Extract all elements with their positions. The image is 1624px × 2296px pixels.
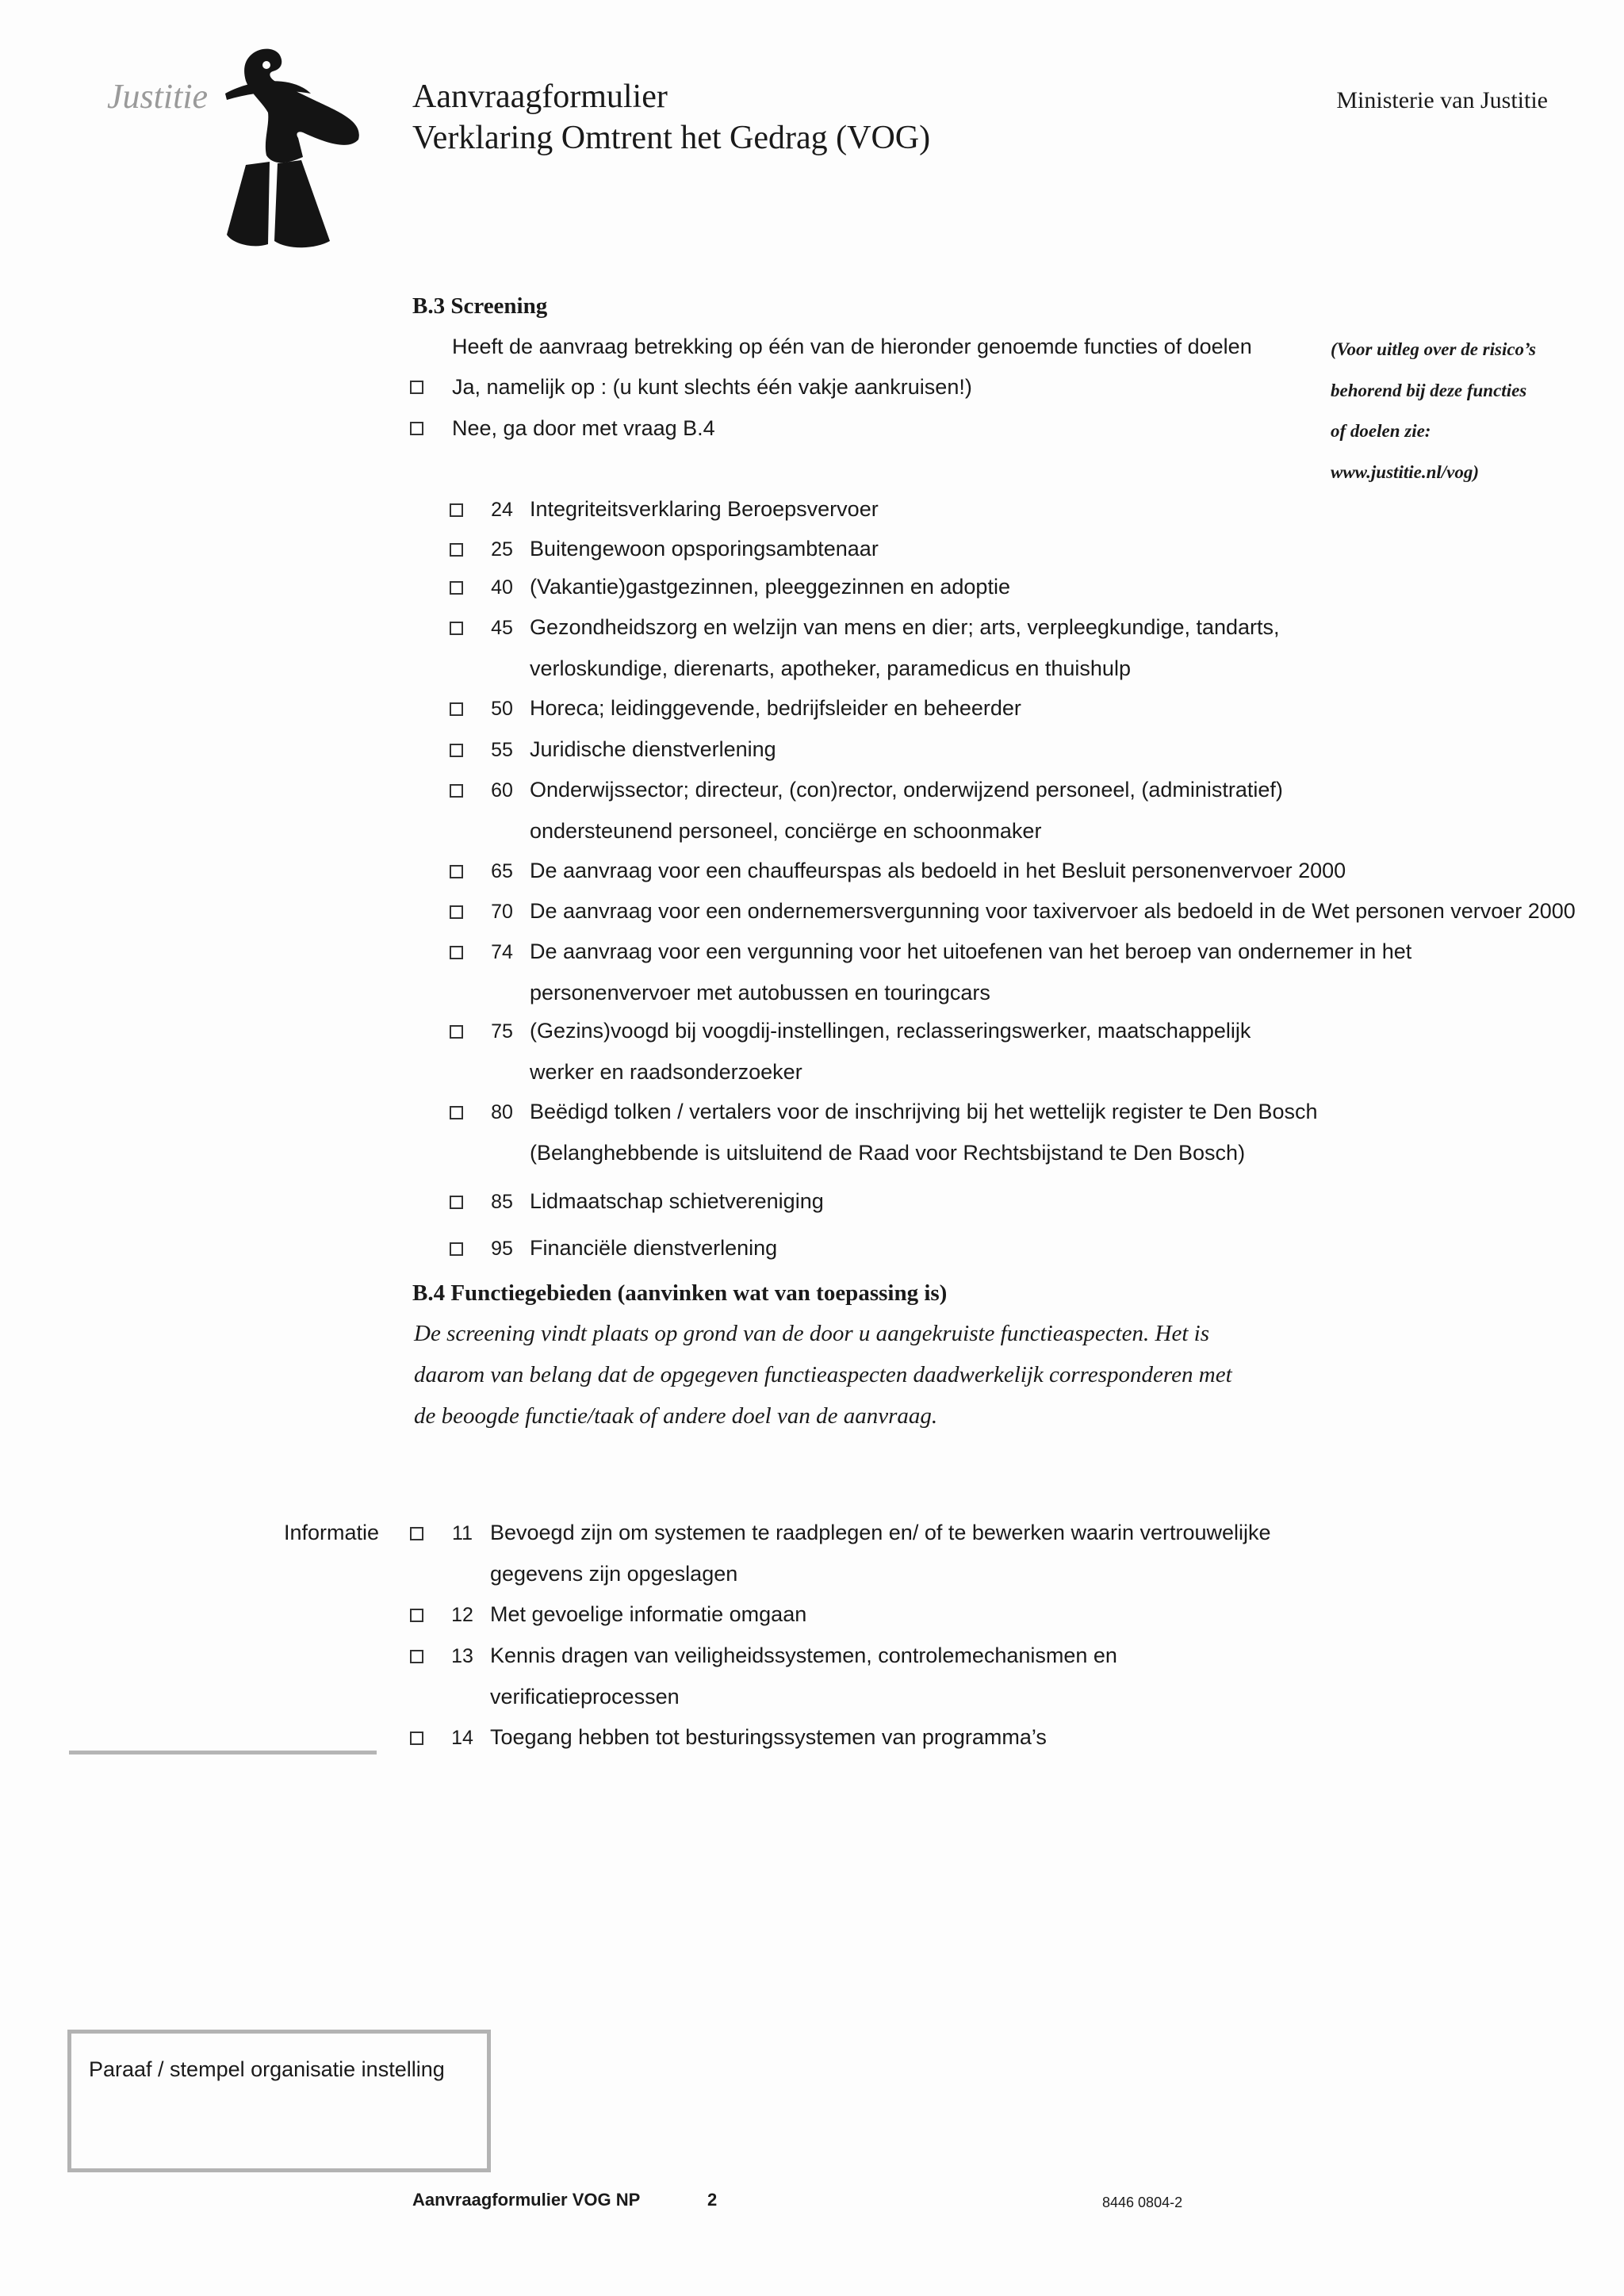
item-label: De aanvraag voor een chauffeurspas als bedoeld in het Besluit personenvervoer 2000 — [530, 859, 1346, 882]
item-number: 12 — [451, 1604, 473, 1626]
item-checkbox[interactable] — [410, 1732, 423, 1745]
side-note-line: behorend bij deze functies — [1331, 381, 1527, 400]
item-number: 75 — [491, 1020, 513, 1043]
item-number: 65 — [491, 860, 513, 882]
b4-intro-line: daarom van belang dat de opgegeven functieaspecten daadwerkelijk corresponderen met — [414, 1362, 1232, 1387]
item-number: 74 — [491, 941, 513, 963]
item-label: Gezondheidszorg en welzijn van mens en dier; arts, verpleegkundige, tandarts, — [530, 615, 1280, 639]
item-checkbox[interactable] — [450, 784, 463, 798]
item-label: ondersteunend personeel, conciërge en schoonmaker — [530, 819, 1042, 843]
item-label: Horeca; leidinggevende, bedrijfsleider en beheerder — [530, 696, 1021, 720]
stamp-label: Paraaf / stempel organisatie instelling — [89, 2057, 445, 2081]
item-label: Lidmaatschap schietvereniging — [530, 1189, 824, 1213]
option-no-label: Nee, ga door met vraag B.4 — [452, 416, 715, 440]
section-b3-heading: B.3 Screening — [412, 293, 548, 319]
side-note-line: of doelen zie: — [1331, 421, 1431, 441]
item-checkbox[interactable] — [450, 1196, 463, 1209]
item-label: verificatieprocessen — [490, 1685, 680, 1709]
item-label: Financiële dienstverlening — [530, 1236, 778, 1260]
item-checkbox[interactable] — [450, 1106, 463, 1119]
item-number: 40 — [491, 576, 513, 599]
item-number: 11 — [452, 1522, 473, 1544]
item-checkbox[interactable] — [450, 744, 463, 757]
option-yes-label: Ja, namelijk op : (u kunt slechts één vakje aankruisen!) — [452, 375, 972, 399]
side-note-line: www.justitie.nl/vog) — [1331, 462, 1480, 482]
item-number: 85 — [491, 1191, 513, 1213]
item-label: (Gezins)voogd bij voogdij-instellingen, reclasseringswerker, maatschappelijk — [530, 1019, 1251, 1043]
form-subtitle: Verklaring Omtrent het Gedrag (VOG) — [412, 120, 931, 156]
item-number: 14 — [451, 1727, 473, 1749]
b3-question: Heeft de aanvraag betrekking op één van de hieronder genoemde functies of doelen — [452, 335, 1252, 358]
side-note-line: (Voor uitleg over de risico’s — [1331, 339, 1536, 359]
item-label: Onderwijssector; directeur, (con)rector, onderwijzend personeel, (administratief) — [530, 778, 1283, 802]
item-checkbox[interactable] — [450, 946, 463, 959]
item-label: (Belanghebbende is uitsluitend de Raad voor Rechtsbijstand te Den Bosch) — [530, 1141, 1246, 1165]
item-checkbox[interactable] — [450, 865, 463, 878]
item-number: 24 — [491, 499, 513, 521]
brand-wordmark: Justitie — [107, 77, 209, 116]
item-label: Bevoegd zijn om systemen te raadplegen en/ of te bewerken waarin vertrouwelijke — [490, 1521, 1271, 1544]
item-label: Juridische dienstverlening — [530, 737, 776, 761]
b4-intro-line: De screening vindt plaats op grond van de door u aangekruiste functieaspecten. Het is — [414, 1321, 1209, 1346]
item-label: Kennis dragen van veiligheidssystemen, controlemechanismen en — [490, 1644, 1117, 1667]
item-number: 70 — [491, 901, 513, 923]
item-number: 55 — [491, 739, 513, 761]
item-label: Toegang hebben tot besturingssystemen van programma’s — [490, 1725, 1047, 1749]
item-checkbox[interactable] — [450, 702, 463, 716]
footer-page-number: 2 — [707, 2190, 718, 2210]
item-label: verloskundige, dierenarts, apotheker, paramedicus en thuishulp — [530, 656, 1131, 680]
item-number: 25 — [491, 538, 513, 561]
item-checkbox[interactable] — [450, 1242, 463, 1256]
item-checkbox[interactable] — [410, 1527, 423, 1540]
justitia-logo-icon — [222, 46, 365, 252]
item-checkbox[interactable] — [450, 622, 463, 635]
item-label: personenvervoer met autobussen en touringcars — [530, 981, 990, 1004]
item-label: Met gevoelige informatie omgaan — [490, 1602, 807, 1626]
stamp-box — [67, 2030, 491, 2172]
item-checkbox[interactable] — [450, 905, 463, 919]
item-label: Buitengewoon opsporingsambtenaar — [530, 537, 879, 561]
item-number: 50 — [491, 698, 513, 720]
item-label: De aanvraag voor een ondernemersvergunning voor taxivervoer als bedoeld in de Wet personen vervoer 2000 — [530, 899, 1576, 923]
section-b4-heading: B.4 Functiegebieden (aanvinken wat van toepassing is) — [412, 1280, 948, 1306]
item-label: (Vakantie)gastgezinnen, pleeggezinnen en adoptie — [530, 575, 1010, 599]
item-number: 45 — [491, 617, 513, 639]
item-checkbox[interactable] — [410, 1609, 423, 1622]
divider-rule — [69, 1751, 377, 1755]
item-checkbox[interactable] — [450, 1025, 463, 1039]
item-checkbox[interactable] — [450, 581, 463, 595]
item-label: gegevens zijn opgeslagen — [490, 1562, 738, 1586]
category-informatie: Informatie — [284, 1521, 380, 1544]
item-label: Beëdigd tolken / vertalers voor de inschrijving bij het wettelijk register te Den Bosch — [530, 1100, 1318, 1123]
checkbox-yes[interactable] — [410, 381, 423, 394]
item-number: 13 — [451, 1645, 473, 1667]
footer-form-name: Aanvraagformulier VOG NP — [412, 2190, 641, 2210]
item-number: 80 — [491, 1101, 513, 1123]
item-label: Integriteitsverklaring Beroepsvervoer — [530, 497, 879, 521]
item-checkbox[interactable] — [410, 1650, 423, 1663]
footer-form-code: 8446 0804-2 — [1102, 2195, 1183, 2210]
item-checkbox[interactable] — [450, 543, 463, 557]
b4-intro-line: de beoogde functie/taak of andere doel van de aanvraag. — [414, 1403, 938, 1429]
item-number: 60 — [491, 779, 513, 802]
item-label: werker en raadsonderzoeker — [530, 1060, 802, 1084]
ministry-name: Ministerie van Justitie — [1336, 87, 1548, 113]
form-title: Aanvraagformulier — [412, 78, 668, 115]
item-label: De aanvraag voor een vergunning voor het uitoefenen van het beroep van ondernemer in het — [530, 939, 1412, 963]
item-number: 95 — [491, 1238, 513, 1260]
item-checkbox[interactable] — [450, 503, 463, 517]
checkbox-no[interactable] — [410, 422, 423, 435]
